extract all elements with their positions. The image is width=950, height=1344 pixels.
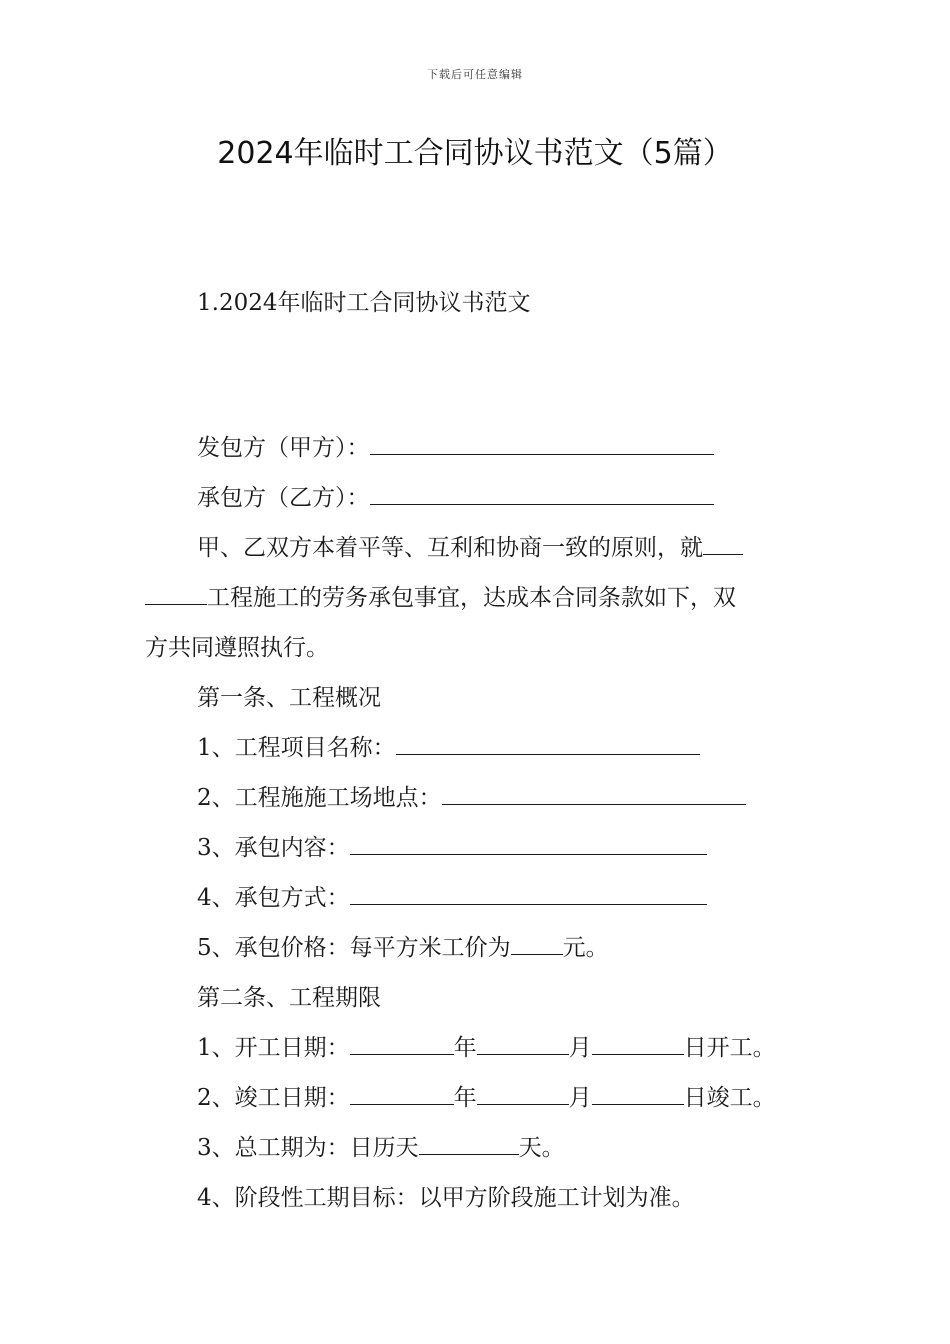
end-year-field[interactable] — [350, 1084, 454, 1105]
unit-price-field[interactable] — [511, 934, 563, 955]
article-1-item-5 — [197, 933, 609, 963]
total-period-line — [197, 1133, 565, 1163]
contract-price-unit: 元。 — [562, 935, 609, 961]
preamble-line-3 — [145, 633, 329, 663]
party-a-blank[interactable] — [370, 434, 714, 455]
party-b-label: 承包方（乙方）： — [197, 485, 370, 511]
page-header-note: 下载后可任意编辑 — [427, 68, 523, 81]
stage-target-line: 4、阶段性工期目标：以甲方阶段施工计划为准。 — [197, 1185, 695, 1211]
article-1-item-1 — [197, 733, 700, 763]
preamble-text-2: 工程施工的劳务承包事宜，达成本合同条款如下，双 — [207, 585, 736, 611]
project-name-blank-b[interactable] — [145, 584, 207, 605]
site-location-field[interactable] — [442, 784, 746, 805]
project-name-field[interactable] — [396, 734, 700, 755]
start-day-field[interactable] — [592, 1034, 684, 1055]
end-date-line — [197, 1083, 776, 1113]
project-name-label: 1、工程项目名称： — [197, 735, 396, 761]
document-title: 2024年临时工合同协议书范文（5篇） — [217, 136, 733, 171]
end-date-suffix: 日竣工。 — [683, 1085, 776, 1111]
start-month-unit: 月 — [568, 1035, 592, 1061]
site-location-label: 2、工程施施工场地点： — [197, 785, 442, 811]
preamble-text-3: 方共同遵照执行。 — [145, 635, 329, 661]
contract-method-label: 4、承包方式： — [197, 885, 350, 911]
contract-price-label: 5、承包价格：每平方米工价为 — [197, 935, 511, 961]
article-2-heading: 第二条、工程期限 — [197, 985, 381, 1011]
start-month-field[interactable] — [477, 1034, 569, 1055]
project-name-blank-a[interactable] — [703, 534, 743, 555]
section-title: 1.2024年临时工合同协议书范文 — [197, 290, 531, 316]
article-1-item-4 — [197, 883, 707, 913]
party-b-blank[interactable] — [370, 484, 714, 505]
total-period-label: 3、总工期为：日历天 — [197, 1135, 419, 1161]
end-date-label: 2、竣工日期： — [197, 1085, 350, 1111]
article-1-heading: 第一条、工程概况 — [197, 685, 381, 711]
party-b-line — [197, 483, 714, 513]
start-year-unit: 年 — [453, 1035, 477, 1061]
end-year-unit: 年 — [453, 1085, 477, 1111]
start-date-label: 1、开工日期： — [197, 1035, 350, 1061]
preamble-text-1: 甲、乙双方本着平等、互利和协商一致的原则，就 — [197, 535, 703, 561]
start-date-suffix: 日开工。 — [683, 1035, 776, 1061]
article-1-item-2 — [197, 783, 746, 813]
end-day-field[interactable] — [592, 1084, 684, 1105]
contract-content-field[interactable] — [350, 834, 707, 855]
contract-method-field[interactable] — [350, 884, 707, 905]
party-a-line — [197, 433, 714, 463]
total-period-unit: 天。 — [518, 1135, 565, 1161]
preamble-line-1 — [197, 533, 743, 563]
start-date-line — [197, 1033, 776, 1063]
end-month-field[interactable] — [477, 1084, 569, 1105]
contract-content-label: 3、承包内容： — [197, 835, 350, 861]
start-year-field[interactable] — [350, 1034, 454, 1055]
article-1-item-3 — [197, 833, 707, 863]
preamble-line-2 — [145, 583, 736, 613]
party-a-label: 发包方（甲方）： — [197, 435, 370, 461]
end-month-unit: 月 — [568, 1085, 592, 1111]
total-days-field[interactable] — [419, 1134, 519, 1155]
